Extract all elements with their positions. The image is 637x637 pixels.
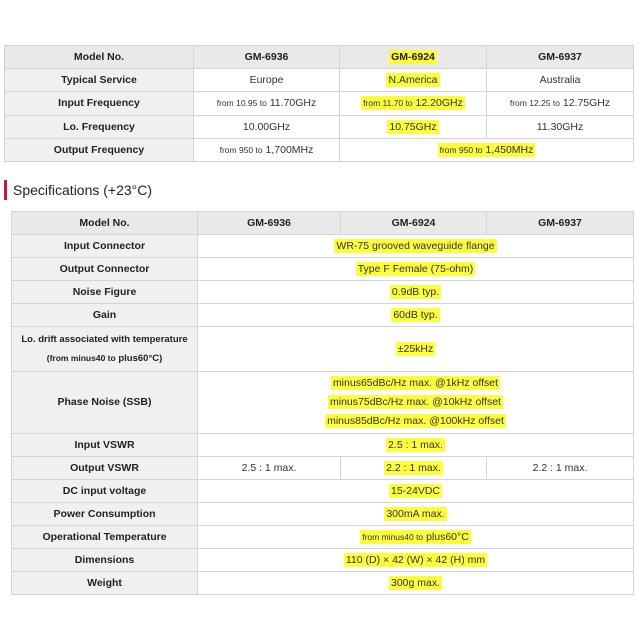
table-row <box>12 434 634 457</box>
phase-noise-line-2-text: minus75dBc/Hz max. @10kHz offset <box>330 396 501 408</box>
cell-input-frequency-6937 <box>487 92 634 116</box>
cell-input-connector <box>198 235 634 258</box>
cell-lo-frequency-6937: 11.30GHz <box>487 116 634 139</box>
from-text: (from minus40 <box>46 353 108 363</box>
header-gm-6937: GM-6937 <box>487 46 634 69</box>
cell-output-connector <box>198 258 634 281</box>
table-row <box>5 92 634 116</box>
from-text: from 950 <box>219 144 256 155</box>
cell-power-consumption-text: 300mA max. <box>386 507 445 520</box>
from-text: from 950 <box>439 144 476 155</box>
specifications-heading: Specifications (+23°C) <box>4 180 152 200</box>
cell-typical-service-6924-text: N.America <box>388 73 438 86</box>
row-label-phase-noise: Phase Noise (SSB) <box>12 372 198 434</box>
phase-noise-line-1-text: minus65dBc/Hz max. @1kHz offset <box>332 377 499 389</box>
table-row <box>12 235 634 258</box>
to-text: to <box>255 144 263 155</box>
cell-output-frequency-6936 <box>194 139 340 162</box>
highlight <box>360 530 471 544</box>
cell-noise-figure-text: 0.9dB typ. <box>391 285 440 298</box>
cell-typical-service-6924 <box>340 69 487 92</box>
cell-weight <box>198 572 634 595</box>
row-label-typical-service: Typical Service <box>5 69 194 92</box>
row-label-input-frequency: Input Frequency <box>5 92 194 116</box>
cell-lo-drift <box>198 327 634 372</box>
table-row <box>12 503 634 526</box>
table-row <box>12 327 634 372</box>
value-text: 11.70GHz <box>266 97 317 109</box>
row-label-noise-figure: Noise Figure <box>12 281 198 304</box>
table-header-row <box>12 212 634 235</box>
row-label-lo-frequency: Lo. Frequency <box>5 116 194 139</box>
cell-gain <box>198 304 634 327</box>
row-label-power-consumption: Power Consumption <box>12 503 198 526</box>
cell-input-connector-text: WR-75 grooved waveguide flange <box>336 239 495 252</box>
cell-typical-service-6936: Europe <box>194 69 340 92</box>
cell-noise-figure <box>198 281 634 304</box>
row-label-gain: Gain <box>12 304 198 327</box>
cell-power-consumption <box>198 503 634 526</box>
value-text: 1,450MHz <box>482 143 534 156</box>
header-gm-6936: GM-6936 <box>194 46 340 69</box>
header-gm-6936: GM-6936 <box>198 212 341 235</box>
cell-phase-noise <box>198 372 634 434</box>
row-label-dc-voltage: DC input voltage <box>12 480 198 503</box>
highlight <box>361 96 465 110</box>
row-label-output-frequency: Output Frequency <box>5 139 194 162</box>
table-row <box>5 139 634 162</box>
header-gm-6937: GM-6937 <box>487 212 634 235</box>
cell-input-frequency-6924 <box>340 92 487 116</box>
cell-input-frequency-6936 <box>194 92 340 116</box>
table-row <box>12 480 634 503</box>
to-text: to <box>107 353 116 363</box>
header-model-no: Model No. <box>5 46 194 69</box>
value-text: 1,700MHz <box>262 143 314 156</box>
table-header-row <box>5 46 634 69</box>
cell-dimensions <box>198 549 634 572</box>
header-gm-6924 <box>340 46 487 69</box>
to-text: to <box>259 98 267 108</box>
table-row <box>12 457 634 480</box>
table-row <box>12 304 634 327</box>
header-model-no: Model No. <box>12 212 198 235</box>
specifications-table <box>11 211 634 595</box>
cell-typical-service-6937: Australia <box>487 69 634 92</box>
cell-dimensions-text: 110 (D) × 42 (W) × 42 (H) mm <box>345 553 486 566</box>
table-row <box>12 572 634 595</box>
value-text: plus60°C <box>423 530 469 543</box>
phase-noise-line <box>200 393 631 412</box>
table-row <box>12 281 634 304</box>
row-label-input-connector: Input Connector <box>12 235 198 258</box>
cell-dc-voltage <box>198 480 634 503</box>
cell-output-vswr-6937: 2.2 : 1 max. <box>487 457 634 480</box>
cell-output-frequency-6924-6937 <box>340 139 634 162</box>
frequency-table <box>4 45 634 162</box>
row-label-operational-temperature: Operational Temperature <box>12 526 198 549</box>
cell-lo-frequency-6924 <box>340 116 487 139</box>
to-text: to <box>552 98 560 108</box>
from-text: from minus40 <box>362 531 417 542</box>
cell-dc-voltage-text: 15-24VDC <box>390 484 441 497</box>
table-row <box>5 69 634 92</box>
cell-gain-text: 60dB typ. <box>393 308 438 321</box>
value-text: 12.75GHz <box>559 97 611 109</box>
table-row <box>5 116 634 139</box>
cell-lo-frequency-6936: 10.00GHz <box>194 116 340 139</box>
to-text: to <box>405 98 413 108</box>
phase-noise-line <box>200 412 631 431</box>
phase-noise-line-3-text: minus85dBc/Hz max. @100kHz offset <box>327 415 504 427</box>
row-label-output-vswr: Output VSWR <box>12 457 198 480</box>
row-label-output-connector: Output Connector <box>12 258 198 281</box>
cell-output-vswr-6924-text: 2.2 : 1 max. <box>386 461 441 474</box>
cell-output-connector-text: Type F Female (75-ohm) <box>357 262 474 275</box>
lo-drift-label-line2 <box>14 349 195 368</box>
to-text: to <box>416 531 424 542</box>
table-row <box>12 258 634 281</box>
cell-weight-text: 300g max. <box>390 576 441 589</box>
row-label-lo-drift <box>12 327 198 372</box>
from-text: from 10.95 <box>216 98 260 108</box>
value-text: plus60°C) <box>115 353 163 364</box>
header-gm-6924: GM-6924 <box>341 212 487 235</box>
cell-operational-temperature <box>198 526 634 549</box>
phase-noise-line <box>200 374 631 393</box>
row-label-dimensions: Dimensions <box>12 549 198 572</box>
from-text: from 12.25 <box>509 98 553 108</box>
row-label-weight: Weight <box>12 572 198 595</box>
highlight <box>438 143 536 157</box>
cell-input-vswr <box>198 434 634 457</box>
to-text: to <box>475 144 483 155</box>
cell-output-vswr-6936: 2.5 : 1 max. <box>198 457 341 480</box>
table-row <box>12 372 634 434</box>
lo-drift-label-line1: Lo. drift associated with temperature <box>21 334 188 345</box>
value-text: 12.20GHz <box>412 97 463 109</box>
table-row <box>12 549 634 572</box>
cell-input-vswr-text: 2.5 : 1 max. <box>388 438 443 451</box>
row-label-input-vswr: Input VSWR <box>12 434 198 457</box>
header-gm-6924-text: GM-6924 <box>391 50 435 63</box>
table-row <box>12 526 634 549</box>
cell-lo-drift-text: ±25kHz <box>397 342 434 355</box>
from-text: from 11.70 <box>363 98 406 108</box>
cell-output-vswr-6924 <box>341 457 487 480</box>
cell-lo-frequency-6924-text: 10.75GHz <box>389 120 437 133</box>
